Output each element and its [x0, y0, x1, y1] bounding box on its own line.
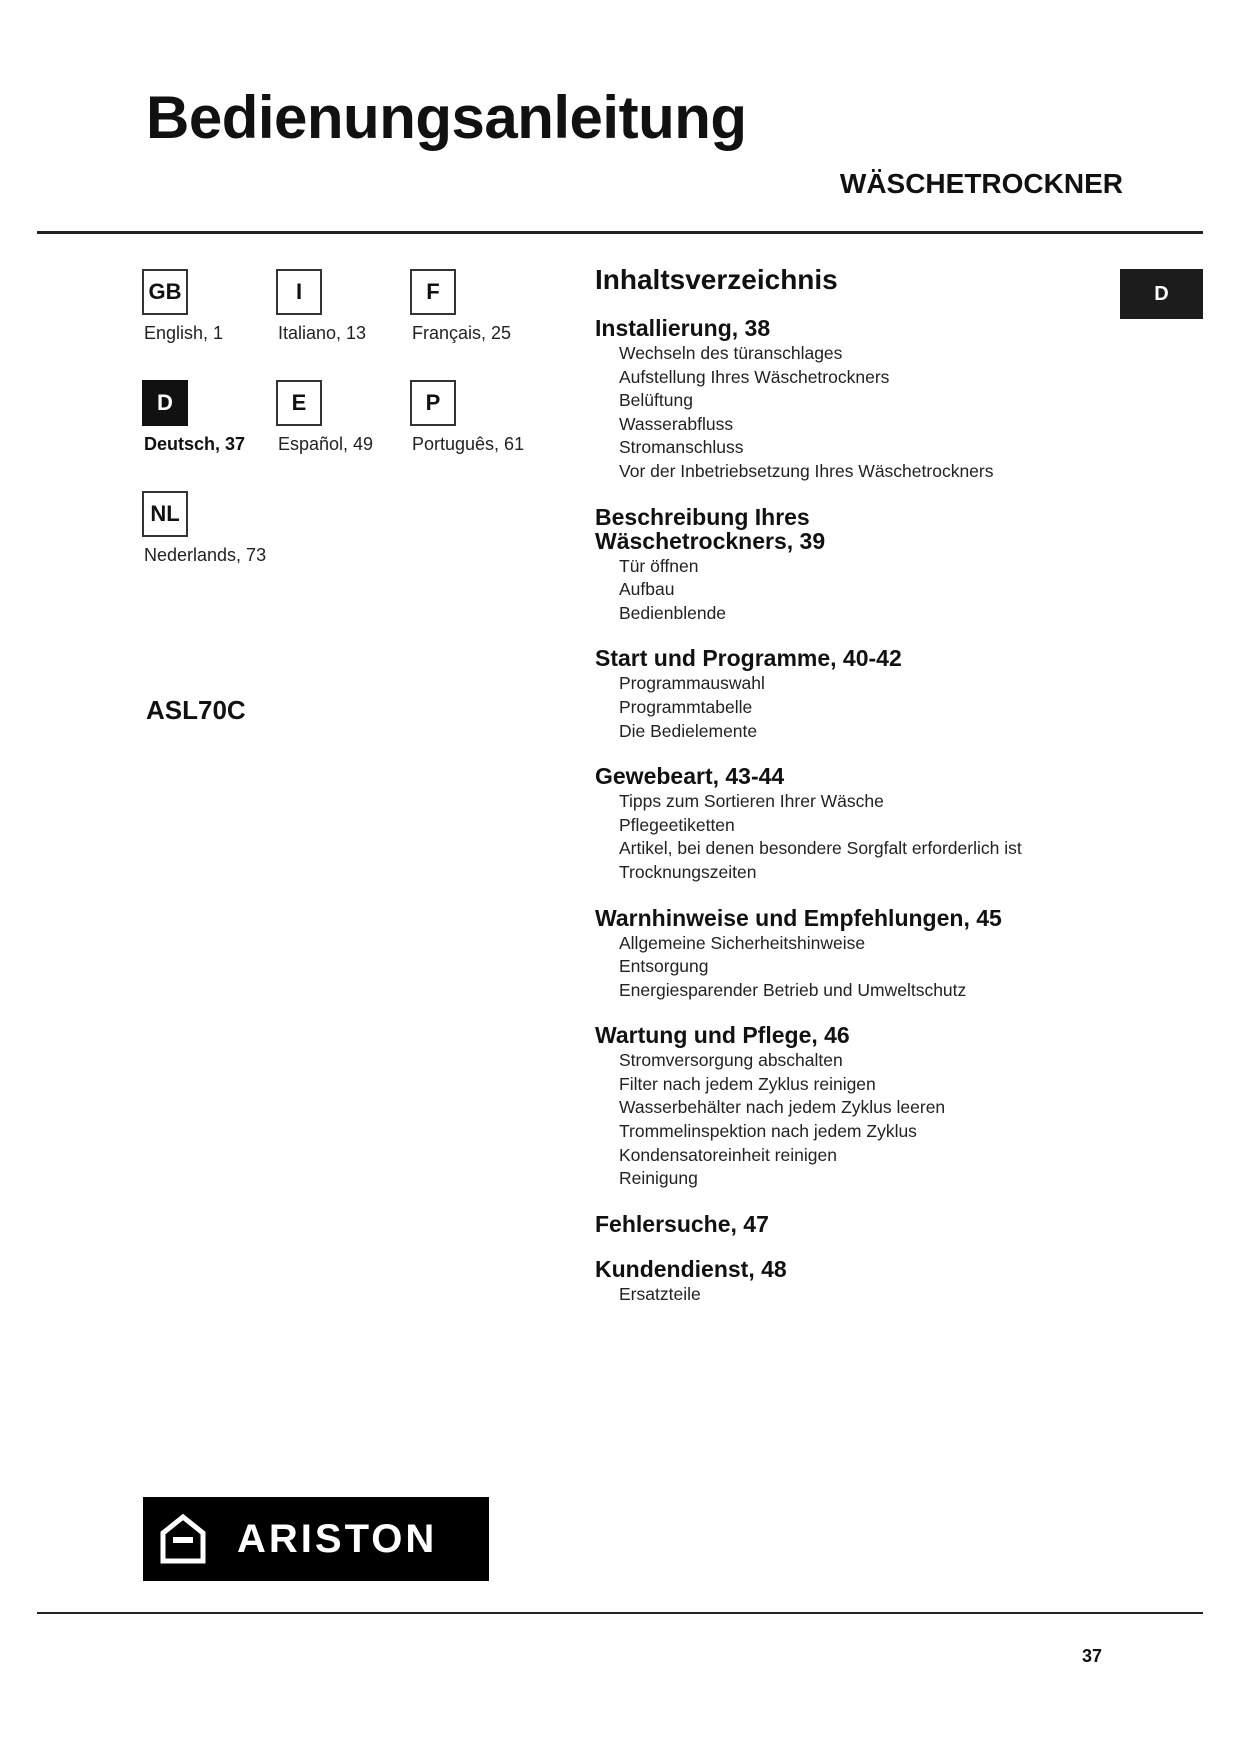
ariston-logo	[143, 1497, 489, 1581]
toc-item: Belüftung	[619, 390, 693, 411]
language-entry	[410, 269, 544, 354]
toc-section-title: Gewebeart, 43-44	[595, 763, 785, 790]
language-tab: D	[1120, 269, 1203, 319]
language-code-box: D	[142, 380, 188, 426]
language-entry	[142, 491, 276, 576]
toc-item: Stromanschluss	[619, 437, 744, 458]
toc-item: Aufstellung Ihres Wäschetrockners	[619, 366, 890, 387]
language-entry	[276, 269, 410, 354]
language-code-box: E	[276, 380, 322, 426]
page-number: 37	[1082, 1646, 1103, 1666]
toc-item: Bedienblende	[619, 602, 727, 623]
toc-section-title: Installierung, 38	[595, 315, 771, 341]
toc-item: Aufbau	[619, 579, 675, 600]
toc-section-title: Warnhinweise und Empfehlungen, 45	[595, 904, 1002, 931]
language-label: Português, 61	[412, 434, 525, 454]
language-entry	[410, 380, 544, 465]
language-entry	[142, 269, 276, 354]
toc-item: Ersatzteile	[619, 1283, 701, 1304]
toc-section-title: Beschreibung Ihres	[595, 503, 810, 530]
table-of-contents	[595, 266, 1155, 1327]
language-code-box: NL	[142, 491, 188, 537]
toc-section	[595, 1257, 1155, 1307]
product-category: WÄSCHETROCKNER	[839, 168, 1123, 199]
toc-item: Programmtabelle	[619, 696, 753, 717]
page-title: Bedienungsanleitung	[146, 84, 747, 151]
toc-item: Pflegeetiketten	[619, 814, 735, 835]
house-icon	[159, 1513, 207, 1565]
toc-item: Die Bedielemente	[619, 720, 758, 741]
toc-item: Tipps zum Sortieren Ihrer Wäsche	[619, 791, 884, 812]
language-label: English, 1	[144, 323, 224, 343]
toc-section-title: Wäschetrockners, 39	[595, 527, 826, 554]
toc-section	[595, 646, 1155, 743]
toc-item: Wasserbehälter nach jedem Zyklus leeren	[619, 1097, 946, 1118]
language-code-box: I	[276, 269, 322, 315]
toc-item: Energiesparender Betrieb und Umweltschutz	[619, 979, 967, 1000]
toc-section-title: Fehlersuche, 47	[595, 1210, 769, 1237]
toc-item-list	[619, 672, 1155, 743]
toc-section	[595, 505, 1155, 626]
language-index	[142, 269, 562, 576]
toc-item: Stromversorgung abschalten	[619, 1050, 843, 1071]
toc-item: Trocknungszeiten	[619, 861, 757, 882]
toc-section-title: Wartung und Pflege, 46	[595, 1022, 850, 1049]
toc-item: Tür öffnen	[619, 555, 699, 576]
toc-title: Inhaltsverzeichnis	[595, 264, 838, 295]
language-code-box: GB	[142, 269, 188, 315]
toc-item-list	[619, 555, 1155, 626]
toc-section	[595, 1023, 1155, 1191]
toc-section	[595, 316, 1155, 484]
toc-item: Allgemeine Sicherheitshinweise	[619, 932, 866, 953]
language-code-box: P	[410, 380, 456, 426]
language-label: Italiano, 13	[278, 323, 367, 343]
toc-item-list	[619, 790, 1155, 884]
toc-item: Filter nach jedem Zyklus reinigen	[619, 1073, 876, 1094]
language-label: Deutsch, 37	[144, 434, 246, 454]
toc-section	[595, 1212, 1155, 1236]
toc-item: Programmauswahl	[619, 673, 765, 694]
toc-item-list	[619, 1283, 1155, 1307]
language-label: Nederlands, 73	[144, 545, 267, 565]
toc-sections	[595, 316, 1155, 1306]
toc-item: Wasserabfluss	[619, 413, 734, 434]
toc-item-list	[619, 342, 1155, 484]
toc-item: Reinigung	[619, 1168, 698, 1189]
language-entry	[142, 380, 276, 465]
language-label: Español, 49	[278, 434, 374, 454]
toc-item-list	[619, 932, 1155, 1003]
language-label: Français, 25	[412, 323, 512, 343]
toc-section	[595, 906, 1155, 1003]
model-number: ASL70C	[146, 695, 246, 725]
toc-item-list	[619, 1049, 1155, 1191]
toc-item: Kondensatoreinheit reinigen	[619, 1144, 837, 1165]
toc-item: Vor der Inbetriebsetzung Ihres Wäschetrockners	[619, 460, 994, 481]
toc-section	[595, 764, 1155, 884]
toc-item: Entsorgung	[619, 956, 709, 977]
language-code-box: F	[410, 269, 456, 315]
toc-section-title: Start und Programme, 40-42	[595, 645, 902, 672]
language-entry	[276, 380, 410, 465]
toc-item: Artikel, bei denen besondere Sorgfalt erforderlich ist	[619, 838, 1022, 859]
logo-text: ARISTON	[237, 1517, 438, 1561]
bottom-divider	[37, 1612, 1203, 1614]
toc-item: Wechseln des türanschlages	[619, 343, 843, 363]
top-divider	[37, 231, 1203, 234]
toc-section-title: Kundendienst, 48	[595, 1255, 787, 1282]
toc-item: Trommelinspektion nach jedem Zyklus	[619, 1121, 917, 1142]
